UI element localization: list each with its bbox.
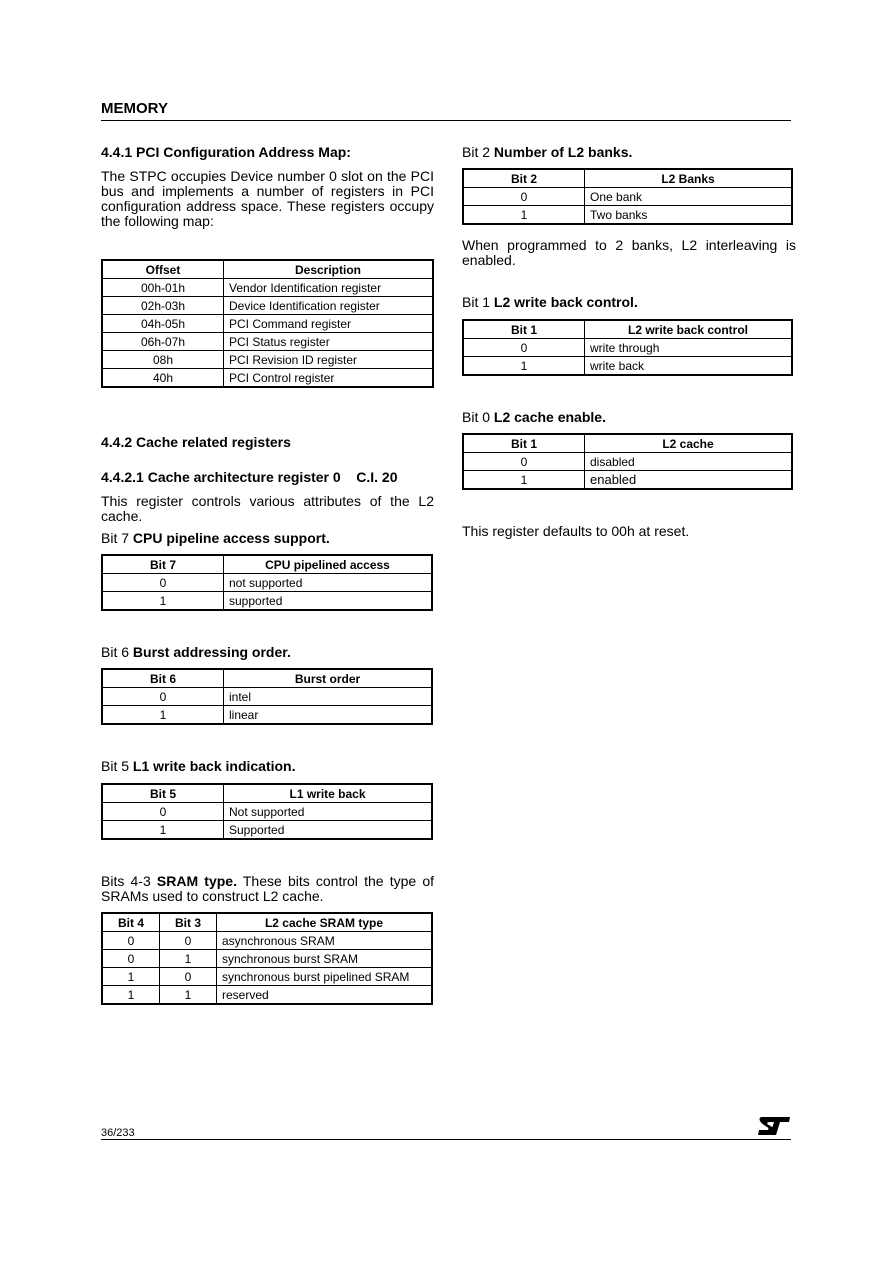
table-header: Bit 2 [463,169,585,188]
bit1-prefix: Bit 1 [462,294,494,310]
table-row [102,688,432,706]
table-row [102,333,433,351]
st-logo-icon [756,1114,792,1138]
table-cell: Vendor Identification register [224,279,434,297]
table-header: Description [224,260,434,279]
section-4421-text: This register controls various attributes of the L2 cache. [101,493,434,524]
bits43-caption [101,874,434,904]
bit6-table [101,668,433,725]
table-header: L2 Banks [585,169,793,188]
bit5-title: L1 write back indication. [132,758,296,774]
table-header: Bit 4 [102,913,160,932]
table-cell: 08h [102,351,224,369]
table-header: L2 cache SRAM type [217,913,433,932]
bit0-table [462,433,793,490]
bits43-text: These bits control the type of SRAMs used to construct L2 cache. [101,873,434,904]
table-row [463,206,792,225]
table-header: Bit 1 [463,320,585,339]
table-cell: enabled [585,471,793,490]
bit5-prefix: Bit 5 [101,758,133,774]
table-cell: 1 [160,950,217,968]
bit1-title: L2 write back control. [493,294,638,310]
bits43-table [101,912,433,1005]
section-441-heading: 4.4.1 PCI Configuration Address Map: [101,144,351,160]
table-cell: 1 [102,592,224,611]
table-cell: 1 [102,706,224,725]
table-cell: write through [585,339,793,357]
table-header: Bit 5 [102,784,224,803]
table-row [102,315,433,333]
table-cell: 1 [160,986,217,1005]
table-header: L1 write back [224,784,433,803]
bit6-title: Burst addressing order. [132,644,291,660]
table-cell: synchronous burst pipelined SRAM [217,968,433,986]
bit2-table [462,168,793,225]
table-row [102,706,432,725]
table-row [463,339,792,357]
table-cell: One bank [585,188,793,206]
table-row [102,821,432,840]
bit2-title: Number of L2 banks. [493,144,633,160]
table-header: Burst order [224,669,433,688]
table-cell: 0 [160,932,217,950]
table-cell: PCI Status register [224,333,434,351]
table-row [463,357,792,376]
bit5-caption [101,758,296,774]
table-row [463,471,792,490]
table-cell: 1 [463,357,585,376]
table-header: Offset [102,260,224,279]
table-cell: 0 [102,803,224,821]
default-note: This register defaults to 00h at reset. [462,523,690,539]
table-cell: 0 [102,574,224,592]
table-row [102,968,432,986]
table-cell: 0 [160,968,217,986]
bit1-caption [462,294,638,310]
table-cell: 0 [463,339,585,357]
section-441-text: The STPC occupies Device number 0 slot on the PCI bus and implements a number of registers in PCI configuration address space. These registers occupy the following map: [101,168,434,229]
table-row [102,369,433,388]
table-cell: 0 [102,950,160,968]
table-header: Bit 7 [102,555,224,574]
table-cell: 0 [102,932,160,950]
table-header: L2 cache [585,434,793,453]
bit0-prefix: Bit 0 [462,409,494,425]
table-row [102,986,432,1005]
table-cell: 04h-05h [102,315,224,333]
table-cell: Supported [224,821,433,840]
table-header: Bit 1 [463,434,585,453]
table-cell: intel [224,688,433,706]
table-row [102,803,432,821]
section-442-heading: 4.4.2 Cache related registers [101,434,291,450]
table-cell: 40h [102,369,224,388]
table-row [463,453,792,471]
table-cell: supported [224,592,433,611]
table-row [102,932,432,950]
table-header: Bit 3 [160,913,217,932]
table-cell: synchronous burst SRAM [217,950,433,968]
bit7-caption [101,530,330,546]
bit2-note: When programmed to 2 banks, L2 interleaving is enabled. [462,237,796,268]
table-row [102,351,433,369]
table-row [102,574,432,592]
table-cell: 0 [463,453,585,471]
table-cell: Device Identification register [224,297,434,315]
table-cell: Not supported [224,803,433,821]
bit2-prefix: Bit 2 [462,144,494,160]
bit6-caption [101,644,291,660]
table-header: Bit 6 [102,669,224,688]
table-header: L2 write back control [585,320,793,339]
table-cell: PCI Revision ID register [224,351,434,369]
table-cell: 06h-07h [102,333,224,351]
table-cell: 1 [102,968,160,986]
bit0-title: L2 cache enable. [493,409,606,425]
header-rule [101,120,791,121]
table-cell: write back [585,357,793,376]
bit1-table [462,319,793,376]
table-header: CPU pipelined access [224,555,433,574]
table-cell: 1 [463,471,585,490]
bit6-prefix: Bit 6 [101,644,133,660]
pci-config-map-table [101,259,434,388]
section-4421-heading: 4.4.2.1 Cache architecture register 0 C.I. 20 [101,469,398,485]
table-cell: asynchronous SRAM [217,932,433,950]
table-row [102,297,433,315]
table-cell: PCI Command register [224,315,434,333]
page-header-title: MEMORY [101,100,168,117]
table-cell: reserved [217,986,433,1005]
bit7-table [101,554,433,611]
bit7-title: CPU pipeline access support. [132,530,330,546]
page-number: 36/233 [101,1127,135,1139]
table-cell: 1 [102,986,160,1005]
table-row [102,950,432,968]
table-row [102,592,432,611]
bit5-table [101,783,433,840]
table-cell: 1 [463,206,585,225]
table-cell: 00h-01h [102,279,224,297]
bit2-caption [462,144,632,160]
bit7-prefix: Bit 7 [101,530,133,546]
table-cell: 1 [102,821,224,840]
table-cell: 02h-03h [102,297,224,315]
table-cell: 0 [102,688,224,706]
footer-rule [101,1139,791,1140]
table-cell: PCI Control register [224,369,434,388]
table-cell: not supported [224,574,433,592]
table-row [102,279,433,297]
table-cell: linear [224,706,433,725]
bit0-caption [462,409,606,425]
table-cell: Two banks [585,206,793,225]
bits43-title: SRAM type. [156,873,237,889]
table-cell: 0 [463,188,585,206]
table-row [463,188,792,206]
bits43-prefix: Bits 4-3 [101,873,157,889]
table-cell: disabled [585,453,793,471]
